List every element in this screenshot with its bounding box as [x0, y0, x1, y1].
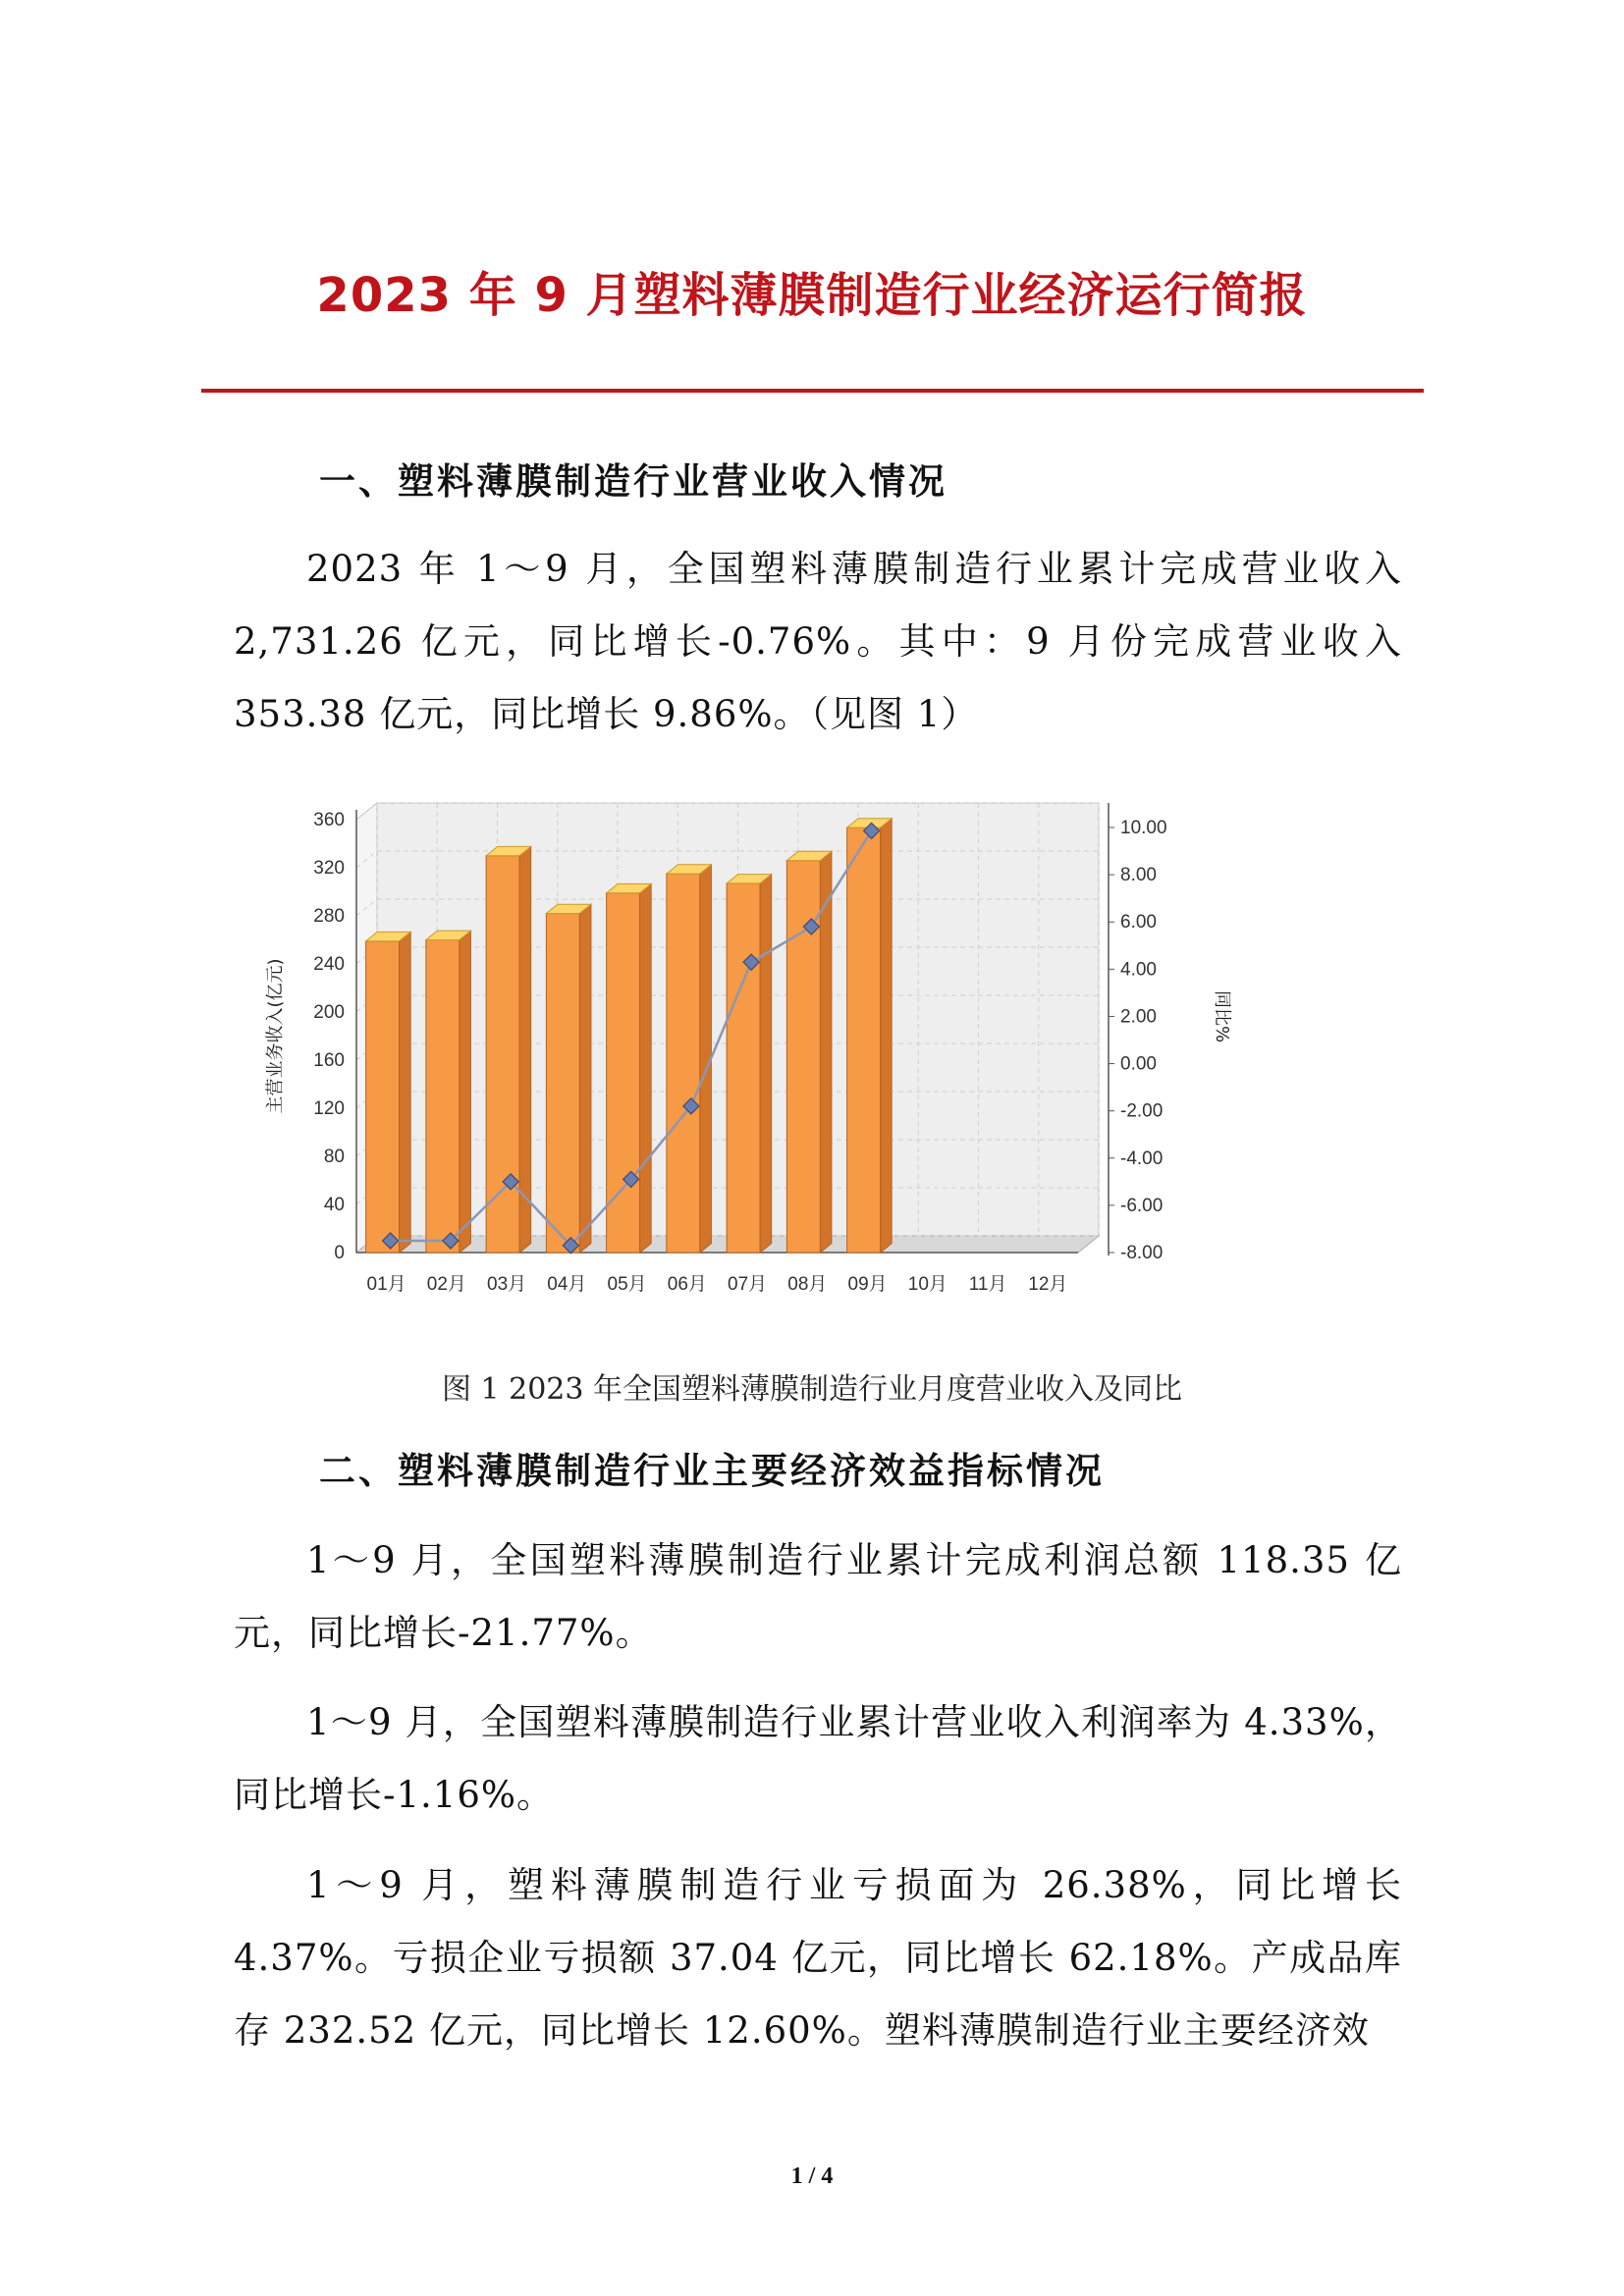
bar	[366, 941, 400, 1253]
bar-group	[667, 865, 712, 1253]
x-tick-label: 12月	[1028, 1274, 1068, 1295]
y2-tick-label: 0.00	[1120, 1053, 1157, 1075]
bar-group	[786, 851, 832, 1253]
bar	[667, 874, 700, 1253]
paragraph-loss: 1～9 月，塑料薄膜制造行业亏损面为 26.38%，同比增长 4.37%。亏损企业亏损额 37.04 亿元，同比增长 62.18%。产成品库存 232.52 亿元，同比增长 12.60%。塑料薄膜制造行业主要经济效	[234, 1864, 1402, 2052]
bar	[546, 914, 579, 1253]
y2-tick-label: 4.00	[1120, 959, 1157, 981]
x-tick-label: 05月	[607, 1274, 647, 1295]
section-heading-revenue: 一、塑料薄膜制造行业营业收入情况	[319, 459, 947, 503]
bar	[486, 856, 519, 1253]
bar-side	[700, 865, 712, 1253]
paragraph-profit-rate: 1～9 月，全国塑料薄膜制造行业累计营业收入利润率为 4.33%，同比增长-1.16%。	[234, 1701, 1402, 1816]
bar-side	[760, 875, 772, 1253]
x-tick-label: 08月	[787, 1274, 828, 1295]
bar-side	[640, 883, 652, 1253]
y-tick-label: 320	[313, 858, 345, 879]
x-tick-label: 04月	[547, 1274, 587, 1295]
bar-side	[881, 819, 893, 1253]
page-title: 2023 年 9 月塑料薄膜制造行业经济运行简报	[316, 268, 1308, 323]
y-tick-label: 200	[313, 1002, 345, 1023]
y-tick-label: 80	[323, 1147, 345, 1167]
x-tick-label: 11月	[968, 1274, 1007, 1295]
y-tick-label: 360	[313, 810, 345, 830]
y-tick-label: 240	[313, 954, 345, 975]
bar-side	[400, 932, 411, 1253]
bar-group	[426, 931, 471, 1253]
bar	[426, 940, 460, 1254]
x-tick-label: 07月	[728, 1274, 768, 1295]
y2-tick-label: 6.00	[1120, 912, 1157, 934]
y2-tick-label: 8.00	[1120, 865, 1157, 886]
bar-side	[579, 904, 591, 1253]
paragraph-revenue: 2023 年 1～9 月，全国塑料薄膜制造行业累计完成营业收入 2,731.26 亿元，同比增长-0.76%。其中：9 月份完成营业收入 353.38 亿元，同比增长 9.86%。（见图 1）	[234, 548, 1402, 735]
y2-tick-label: 10.00	[1120, 818, 1167, 838]
y-tick-label: 40	[323, 1195, 345, 1215]
y-tick-label: 160	[313, 1050, 345, 1071]
y2-tick-label: -6.00	[1120, 1195, 1164, 1216]
y2-tick-label: -2.00	[1120, 1100, 1164, 1122]
x-tick-label: 06月	[667, 1274, 707, 1295]
page-number: 1 / 4	[790, 2163, 834, 2189]
x-tick-label: 09月	[847, 1274, 888, 1295]
y2-tick-label: 2.00	[1120, 1006, 1157, 1028]
y2-tick-label: -4.00	[1120, 1148, 1164, 1169]
y-tick-label: 280	[313, 906, 345, 927]
figure-caption: 图 1 2023 年全国塑料薄膜制造行业月度营业收入及同比	[441, 1372, 1183, 1407]
bar	[847, 828, 881, 1253]
bar-side	[460, 931, 471, 1253]
x-tick-label: 02月	[426, 1274, 466, 1295]
bar-group	[727, 875, 772, 1253]
bar-group	[847, 819, 893, 1253]
y-axis-label: 主营业务收入(亿元)	[265, 958, 286, 1114]
bar-group	[486, 846, 531, 1253]
x-tick-label: 03月	[487, 1274, 527, 1295]
paragraph-profit: 1～9 月，全国塑料薄膜制造行业累计完成利润总额 118.35 亿元，同比增长-21.77%。	[234, 1539, 1402, 1654]
y-tick-label: 0	[334, 1243, 345, 1263]
title-divider	[201, 389, 1424, 393]
y-tick-label: 120	[313, 1098, 345, 1119]
section-heading-indicators: 二、塑料薄膜制造行业主要经济效益指标情况	[319, 1449, 1105, 1492]
bar	[727, 883, 760, 1253]
revenue-chart	[253, 783, 1267, 1313]
x-tick-label: 10月	[907, 1274, 947, 1295]
x-tick-label: 01月	[366, 1274, 406, 1295]
bar	[607, 893, 640, 1253]
y2-axis-label: 同比%	[1212, 989, 1232, 1043]
bar-group	[366, 932, 411, 1253]
y2-tick-label: -8.00	[1120, 1243, 1164, 1263]
bar-group	[546, 904, 591, 1253]
